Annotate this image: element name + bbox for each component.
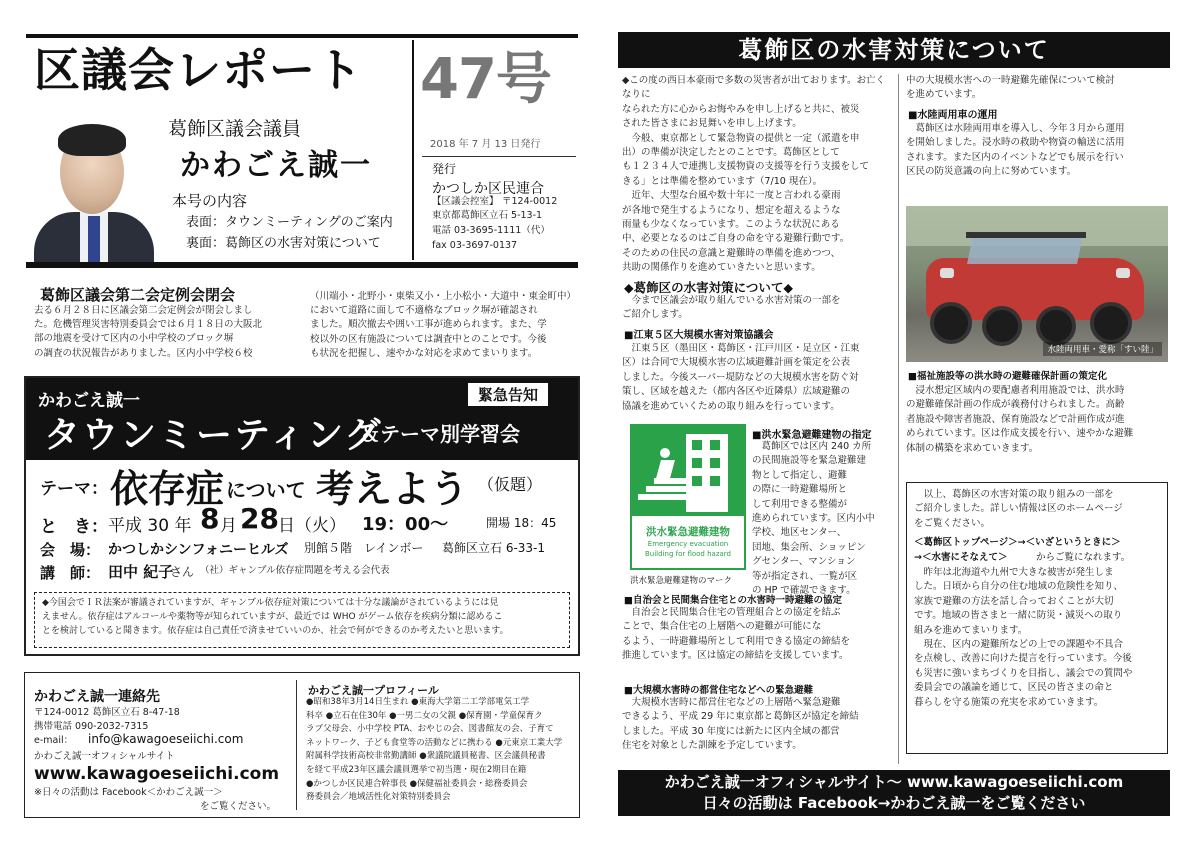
text-line: 以上、葛飾区の水害対策の取り組みの一部を <box>914 489 1114 500</box>
text-line: 中、必要となるのはご自身の命を守る避難行動です。 <box>622 233 850 245</box>
venue-name: かつしかシンフォニーヒルズ <box>108 542 289 558</box>
text-line: ご紹介します。 <box>622 309 688 321</box>
session-line: 部の地震を受けて区内の小中学校のブロック塀 <box>34 333 234 345</box>
profile-line: 務委員会／地域活性化対策特別委員会 <box>306 792 451 803</box>
sign-english-2: Building for flood hazard <box>644 550 731 558</box>
text-line: ことで、集合住宅の上層階への避難が可能にな <box>622 621 822 633</box>
masthead-bottom-rule <box>26 262 578 268</box>
theme-label: テーマ： <box>40 479 108 499</box>
text-line: 団地、集会所、ショッピン <box>752 541 866 553</box>
venue-address: 葛飾区立石 6-33-1 <box>442 541 546 555</box>
text-line: 近年、大型な台風や数十年に一度と言われる豪雨 <box>622 190 841 202</box>
text-line: の避難確保計画の作成が義務付けられました。高齢 <box>906 399 1125 411</box>
text-line: 策し、区域を越えた（都内各区や近隣県）広域避難の <box>622 386 851 398</box>
text-line: るよう、一時避難場所として利用できる協定の締結を <box>622 635 851 647</box>
contact-divider <box>296 680 297 810</box>
text-line: を進めています。 <box>906 89 982 101</box>
text-line: を点検し、改善に向けた提言を行っています。今後 <box>914 653 1132 665</box>
text-line: しました。今後スーパー堤防などの大規模水害を防ぐ対 <box>622 371 859 383</box>
contact-email-label: e-mail： <box>34 735 74 746</box>
contents-back: 裏面：葛飾区の水害対策について <box>186 236 381 251</box>
issue-date-rule <box>422 156 576 157</box>
col1-sub2-title: ■洪水緊急避難建物の指定 <box>752 430 872 441</box>
profile-text <box>306 696 574 805</box>
issue-number: 47号 <box>420 47 551 112</box>
member-role: 葛飾区議会議員 <box>168 118 302 140</box>
text-line: 自治会と民間集合住宅の管理組合との協定を結ぶ <box>622 607 841 618</box>
col1-section-heading: ◆葛飾区の水害対策について◆ <box>624 280 793 295</box>
text-line: 進められています。区内小中 <box>752 513 875 525</box>
session-line: た。危機管理災害特別委員会では６月１８日の大阪北 <box>34 319 263 331</box>
summary-link-flood[interactable]: →＜水害にそなえて＞ <box>914 552 1008 563</box>
col1-sub1-text <box>622 342 894 414</box>
profile-line: を経て平成23年区議会議員選挙で初当選・現在2期目在籍 <box>306 764 527 775</box>
lecturer-label: 講 師： <box>40 564 101 582</box>
text-line: された皆さまにお見舞いを申し上げます。 <box>622 118 802 130</box>
text-line: 推進しています。区は協定の締結を支援しています。 <box>622 650 849 662</box>
text-line: きる」とは準備を整めています（7/10 現在）。 <box>622 175 823 187</box>
profile-line: 科卒 ●立石在住30年 ●一男二女の父親 ●保育園・学童保育ク <box>306 710 543 721</box>
masthead-top-rule <box>26 34 578 38</box>
townmeeting-subtitle: ＆テーマ別学習会 <box>360 422 520 446</box>
text-line: 体制の構築を求めていきます。 <box>906 442 1039 454</box>
col2-sub1-title: ■水陸両用車の運用 <box>908 110 998 121</box>
text-line: 区）は合同で大規模水害の広域避難計画を策定を公表 <box>622 357 851 369</box>
contact-title: かわごえ誠一連絡先 <box>34 689 160 705</box>
text-line: 葛飾区では区内 240 カ所 <box>752 441 872 452</box>
when-day: 28 <box>240 502 279 535</box>
text-line: グセンター、マンション <box>752 556 856 568</box>
right-column-divider <box>898 74 899 764</box>
text-line: の際に一時避難場所と <box>752 484 848 496</box>
amphibious-vehicle-photo <box>906 206 1168 362</box>
text-line: そのための住民の意識と避難時の準備を進めつつ、 <box>622 247 841 259</box>
doors-open: 開場 18：45 <box>486 516 557 530</box>
session-line: （川端小・北野小・東柴又小・上小松小・大道中・東金町中） <box>310 291 577 302</box>
text-line: なられた方に心からお悔やみを申し上げると共に、被災 <box>622 103 860 115</box>
summary-text <box>914 488 1162 531</box>
publisher-name: かつしか区民連合 <box>432 181 544 197</box>
col2-top-text <box>906 74 1168 103</box>
text-line: しました。平成 30 年度には新たに区内全域の都営 <box>622 725 840 737</box>
profile-title: かわごえ誠一プロフィール <box>308 684 439 697</box>
photo-caption: 水陸両用車・愛称「すい陸」 <box>1043 342 1162 356</box>
summary-link-top-page[interactable]: ＜葛飾区トップページ＞→＜いざというときに＞ <box>914 537 1121 548</box>
townmeeting-title: タウンミーティング <box>44 415 383 456</box>
col1-sub3-text <box>622 606 894 664</box>
text-line: 共助の関係作りを進めていきたいと思います。 <box>622 262 821 274</box>
session-line: の調査の状況報告がありました。区内小中学校６校 <box>34 347 253 359</box>
theme-tentative: （仮題） <box>478 475 543 494</box>
text-line: 現在、区内の避難所などの上での課題や不具合 <box>914 639 1124 651</box>
summary-link-tail: からご覧になれます。 <box>1036 552 1131 563</box>
footer-site-line[interactable]: かわごえ誠一オフィシャルサイト〜 www.kawagoeseiichi.com <box>664 773 1124 791</box>
member-name: かわごえ誠一 <box>180 148 372 183</box>
col1-intro <box>622 74 894 276</box>
office-tel: 電話 03-3695-1111（代） <box>432 225 550 236</box>
profile-line: ラブ父母会、小中学校 PTA、おやじの会、図書館友の会、子育て <box>306 724 554 735</box>
sign-title: 洪水緊急避難建物 <box>646 526 730 538</box>
text-line: した。日頃から自分の住む地域の危険性を知り、 <box>914 581 1124 593</box>
text-line: をご覧ください。 <box>914 517 991 529</box>
text-line: 中の大規模水害への一時避難先確保について検討 <box>906 75 1115 86</box>
col2-sub1-text <box>906 122 1168 180</box>
contact-facebook-line1: ※日々の活動は Facebook＜かわごえ誠一＞ <box>34 787 223 798</box>
text-line: も災害に強いまちづくりを目指し、議会での質問や <box>914 667 1133 679</box>
text-line: が各地で発生するようになり、想定を超えるような <box>622 204 841 216</box>
when-month-unit: 月 <box>220 516 237 536</box>
masthead-vertical-rule <box>412 40 414 260</box>
profile-line: 附属科学技術高校非常勤講師 ●衆議院議員秘書、区会議員秘書 <box>306 751 546 762</box>
text-line: 今般、東京都として緊急物資の提供と一定（派遣を申 <box>622 132 860 144</box>
theme-end: 考えよう <box>316 467 469 511</box>
text-line: 江東５区（墨田区・葛飾区・江戸川区・足立区・江東 <box>622 343 860 354</box>
contact-zip: 〒124-0012 葛飾区立石 8-47-18 <box>34 707 180 718</box>
text-line: の HP で確認できます。 <box>752 585 856 597</box>
member-portrait <box>26 104 154 262</box>
text-line: も１２３４人で連携し支援物資の支援等を行う支援をして <box>622 161 870 173</box>
footer-facebook-line[interactable]: 日々の活動は Facebook→かわごえ誠一をご覧ください <box>702 794 1086 812</box>
theme-mid: について <box>226 478 306 502</box>
urgent-badge: 緊急告知 <box>468 383 548 406</box>
text-line: 区民の防災意識の向上に努めています。 <box>906 166 1077 178</box>
text-line: 物として指定し、避難 <box>752 469 848 481</box>
text-line: められています。区は作成支援を行い、速やかな避難 <box>906 428 1134 440</box>
text-line: できるよう、平成 29 年に東京都と葛飾区が協定を締結 <box>622 711 859 723</box>
contact-site-link[interactable]: www.kawagoeseiichi.com <box>34 764 280 784</box>
lecturer-org: （社）ギャンブル依存症問題を考える会代表 <box>200 565 390 576</box>
session-line: において道路に面して不適格なブロック塀が確認され <box>310 305 538 317</box>
text-line: 家族で避難の方法を話し合っておくことが大切 <box>914 595 1114 607</box>
session-line: 校以外の区有施設については調査中とのことです。今後 <box>310 333 547 345</box>
when-month: 8 <box>200 502 220 535</box>
publisher-label: 発行 <box>432 162 457 176</box>
townmeeting-host: かわごえ誠一 <box>38 391 140 411</box>
text-line: ご紹介しました。詳しい情報は区のホームページ <box>914 503 1123 515</box>
profile-line: ネットワーク、子ども食堂等の活動などに携わる ●元東京工業大学 <box>306 737 563 748</box>
col1-sub2-text <box>752 440 894 598</box>
office-fax: fax 03-3697-0137 <box>432 240 518 251</box>
text-line: して利用できる整備が <box>752 498 848 510</box>
text-line: 雨量も少なくなっています。このような状況にある <box>622 219 840 231</box>
col1-sub3-title: ■自治会と民間集合住宅との水害時一時避難の協定 <box>624 595 842 606</box>
session-line: ました。順次撤去や囲い工事が進められます。また、学 <box>310 319 547 331</box>
session-line: も状況を把握し、速やかな対応を求めてまいります。 <box>310 347 538 359</box>
text-line: 暮らしを守る施策の充実を求めていきます。 <box>914 696 1104 708</box>
when-label: と き： <box>40 517 108 537</box>
contents-label: 本号の内容 <box>172 192 248 210</box>
lecturer-san: さん <box>170 565 195 579</box>
col1-sub1-title: ■江東５区大規模水害対策協議会 <box>624 330 774 341</box>
contact-mobile: 携帯電話 090-2032-7315 <box>34 721 149 732</box>
text-line: ◆この度の西日本豪雨で多数の災害者が出ております。お亡くなりに <box>622 75 886 101</box>
session-text-right <box>310 290 577 361</box>
issue-date: 2018 年 7 月 13 日発行 <box>430 139 541 150</box>
when-time: 19：00〜 <box>362 514 449 535</box>
text-line: されます。また区内のイベントなどでも展示を行い <box>906 151 1124 163</box>
office-address: 東京都葛飾区立石 5-13-1 <box>432 210 543 221</box>
text-line: 大規模水害時に都営住宅などの上層階へ緊急避難 <box>622 697 841 708</box>
contents-front: 表面：タウンミーティングのご案内 <box>186 215 393 230</box>
masthead-title: 区議会レポート <box>34 43 363 97</box>
note-text <box>42 596 564 639</box>
summary-more-text <box>914 566 1162 710</box>
text-line: の民間施設等を緊急避難建 <box>752 455 867 467</box>
profile-line: ●昭和38年3月14日生まれ ●東海大学第二工学部電気工学 <box>306 697 530 707</box>
profile-line: ●かつしか区民連合幹事長 ●保健福祉委員会・総務委員会 <box>306 778 528 789</box>
sign-english-1: Emergency evacuation <box>647 540 729 548</box>
lecturer-name: 田中 紀子 <box>108 563 174 581</box>
note-line: えません。依存症はアルコールや薬物等が知られていますが、最近では WHO がゲーム依存を疾病分類に認めるこ <box>42 612 503 623</box>
session-title: 葛飾区議会第二会定例会閉会 <box>40 286 236 304</box>
session-text-left <box>34 304 304 361</box>
text-line: 葛飾区は水陸両用車を導入し、今年３月から運用 <box>906 123 1125 134</box>
contact-facebook-line2: をご覧ください。 <box>200 801 277 812</box>
venue-room: 別館５階 レインボー <box>304 541 424 555</box>
col1-sub4-title: ■大規模水害時の都営住宅などへの緊急避難 <box>624 685 814 696</box>
venue-label: 会 場： <box>40 541 101 559</box>
note-line: とを検討していると聞きます。依存症は自己責任で済ませていいのか、社会で何ができるのか考えたいと思います。 <box>42 626 509 637</box>
text-line: 今まで区議会が取り組んでいる水害対策の一部を <box>622 295 841 306</box>
note-line: ◆今国会でＩＲ法案が審議されていますが、ギャンブル依存症対策については十分な議論がされているようには見 <box>42 598 499 608</box>
text-line: 出）の準備が決定したとのことです。葛飾区として <box>622 147 840 159</box>
when-era: 平成 30 年 <box>108 516 192 536</box>
session-line: 去る６月２８日に区議会第二会定例会が閉会しまし <box>34 305 253 316</box>
text-line: です。地域の皆さまと一緒に防災・減災への取り <box>914 610 1123 622</box>
right-header-title: 葛飾区の水害対策について <box>738 36 1050 64</box>
office-zip: 〒124-0012 <box>502 196 558 207</box>
text-line: 協議を進めていくための取り組みを行っています。 <box>622 400 840 412</box>
text-line: 住宅を対象とした訓練を予定しています。 <box>622 740 802 752</box>
text-line: 浸水想定区域内の要配慮者利用施設では、洪水時 <box>906 385 1125 396</box>
contact-email-link[interactable]: info@kawagoeseiichi.com <box>88 732 244 746</box>
contact-site-label: かわごえ誠一オフィシャルサイト <box>34 751 175 762</box>
text-line: 組みを進めてまいります。 <box>914 624 1028 636</box>
text-line: を開始しました。浸水時の救助や物資の輸送に活用 <box>906 137 1125 149</box>
text-line: 昨年は北海道や九州で大きな被害が発生しま <box>914 567 1114 578</box>
evacuation-building-sign <box>630 424 746 570</box>
text-line: 学校、地区センター、 <box>752 527 847 539</box>
col2-sub2-text <box>906 384 1168 456</box>
col1-heading-text <box>622 294 894 323</box>
office-label: 【区議会控室】 <box>432 196 499 207</box>
when-day-unit: 日（火） <box>278 516 346 536</box>
text-line: 等が指定され、一覧が区 <box>752 570 858 582</box>
text-line: 者施設や障害者施設、保育施設などで計画作成が進 <box>906 413 1125 425</box>
col1-sub4-text <box>622 696 894 754</box>
text-line: 委員会での議論を通じて、区民の皆さまの命と <box>914 682 1114 694</box>
theme-main: 依存症 <box>110 467 225 511</box>
col2-sub2-title: ■福祉施設等の洪水時の避難確保計画の策定化 <box>908 371 1107 382</box>
sign-caption: 洪水緊急避難建物のマーク <box>630 576 733 586</box>
